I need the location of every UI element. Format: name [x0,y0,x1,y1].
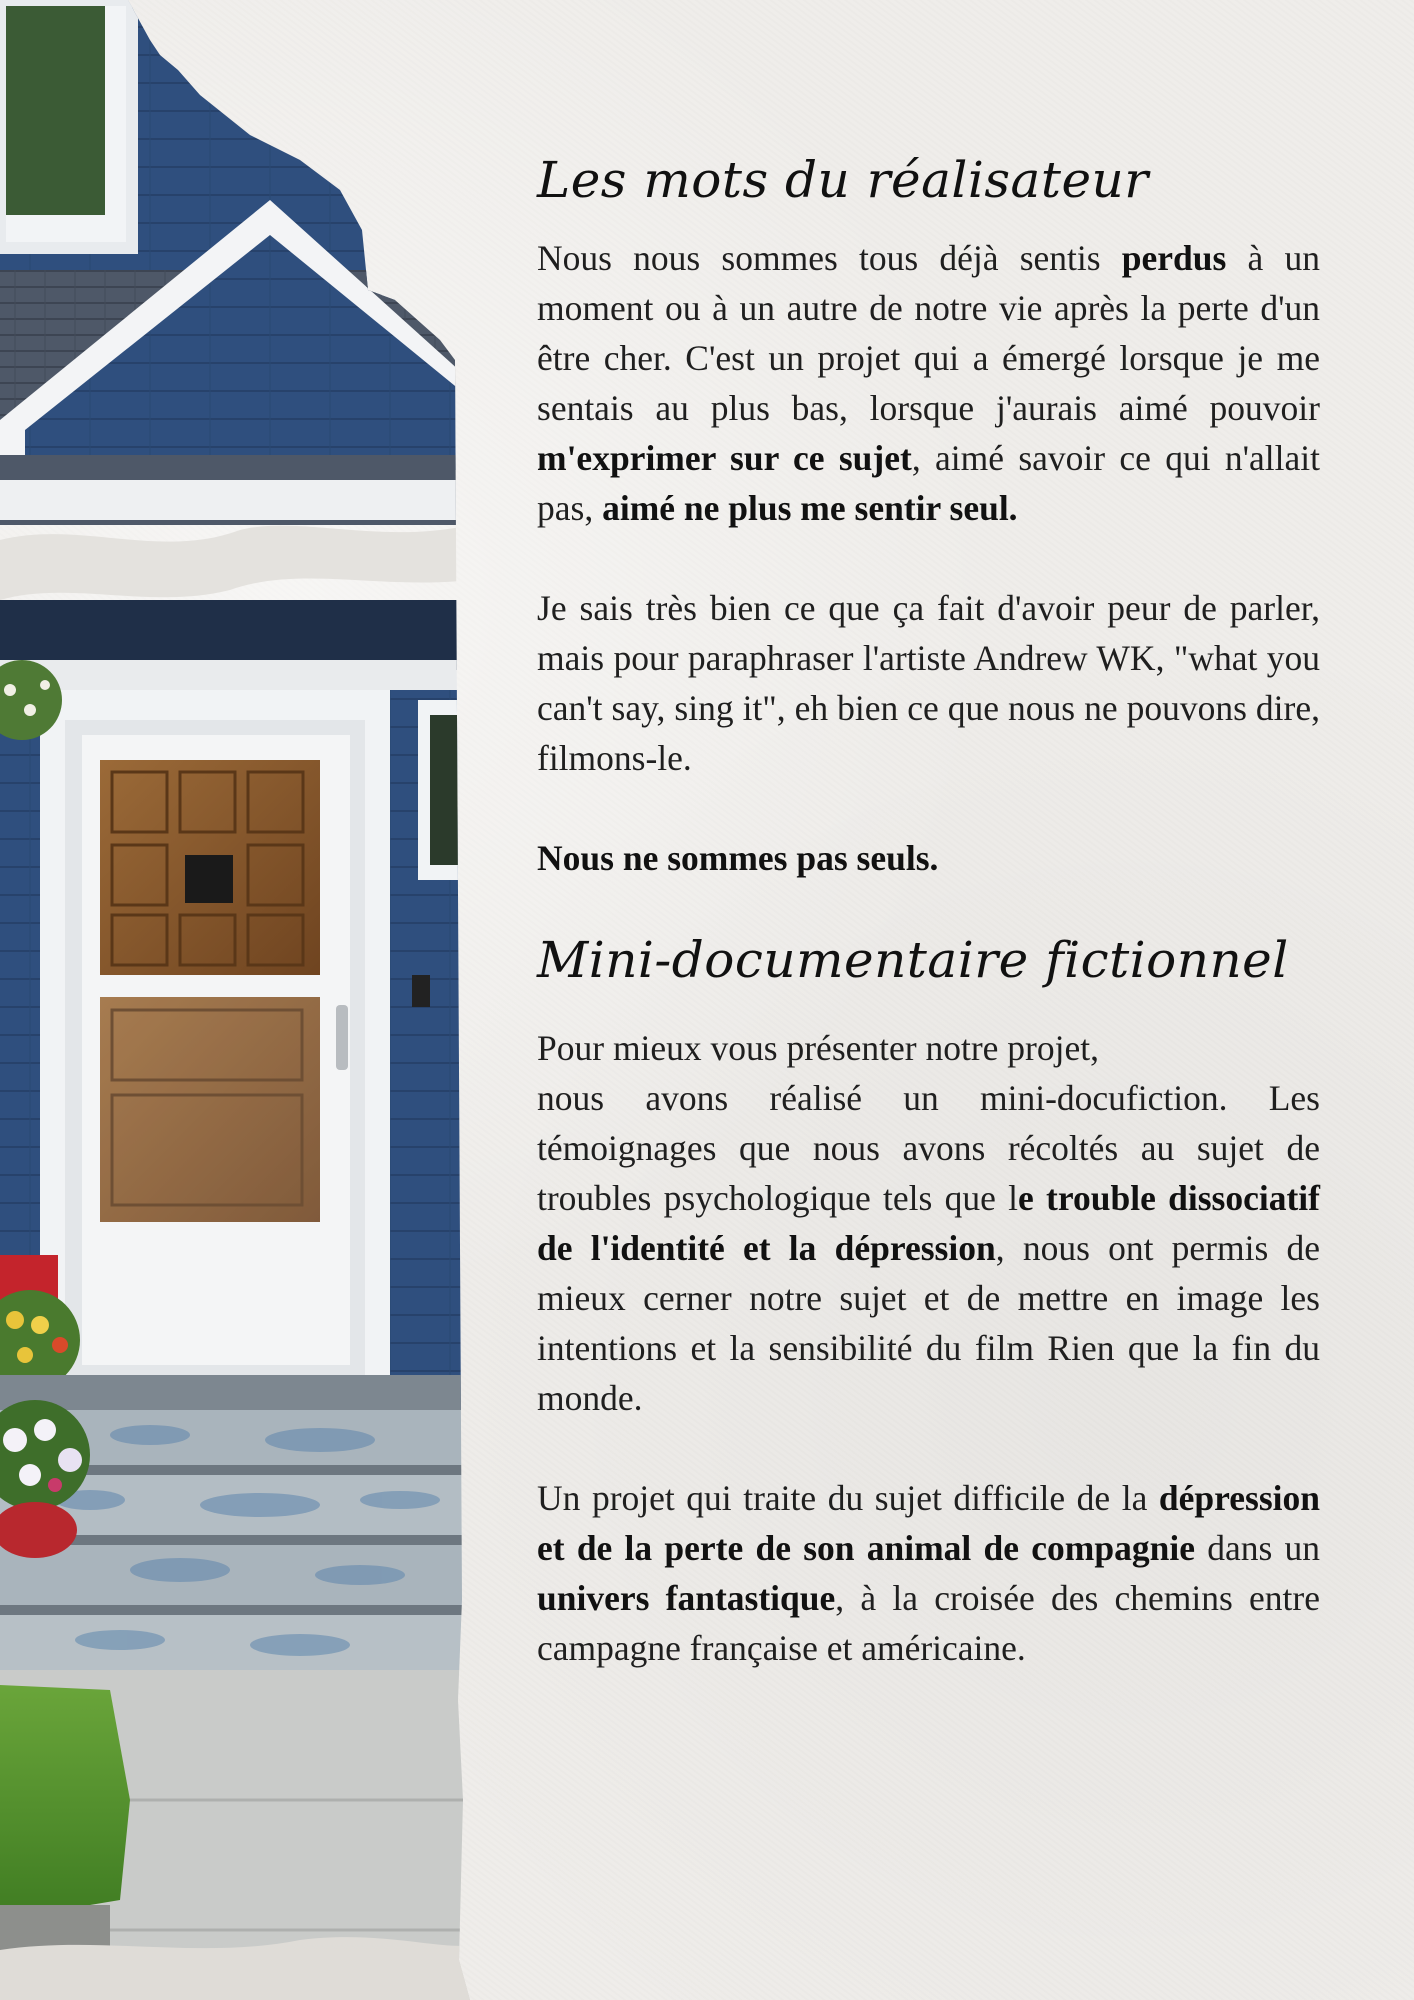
bold-run: Nous ne sommes pas seuls. [537,838,939,878]
director-paragraph-2: Je sais très bien ce que ça fait d'avoir peur de parler, mais pour paraphraser l'artiste Andrew WK, "what you can't say, sing it", eh bien ce que nous ne pouvons dire, filmons-le. [537,588,1320,778]
text-run: Un projet qui traite du sujet difficile de la [537,1478,1159,1518]
bold-run: perdus [1121,238,1227,278]
docu-paragraph-1 [537,1073,1320,1423]
bold-run: dépression et de la perte de son animal de compagnie [537,1478,1320,1568]
director-paragraph-1 [537,233,1320,533]
text-run: à un moment ou à un autre de notre vie après la perte d'un être cher. C'est un projet qui a émergé lorsque je me sentais au plus bas, lorsque j'aurais aimé pouvoir [537,238,1320,428]
bold-run: e trouble dissociatif de l'identité et la dépression [537,1178,1320,1268]
bold-run: aimé ne plus me sentir seul. [602,488,1018,528]
bold-run: m'exprimer sur ce sujet [537,438,912,478]
text-run: , aimé savoir ce qui n'allait pas, [537,438,1320,528]
text-run: Nous nous sommes tous déjà sentis [537,238,1122,278]
house-photo [0,0,470,2000]
bold-run: univers fantastique [537,1578,836,1618]
docu-paragraph-2 [537,1473,1320,1673]
house-photo-icon [0,0,470,2000]
docu-paragraph-1-line1: Pour mieux vous présenter notre projet, [537,1028,1099,1068]
director-paragraph-3 [537,833,1320,883]
section-title-director: Les mots du réalisateur [537,151,1149,209]
section-title-docu: Mini-documentaire fictionnel [537,931,1289,989]
text-run: dans un [1194,1528,1320,1568]
text-run: nous avons réalisé un mini-docufiction. Les témoignages que nous avons récoltés au sujet de troubles psychologique tels que l [537,1078,1320,1218]
text-column [537,145,1320,1673]
text-run: , nous ont permis de mieux cerner notre sujet et de mettre en image les intentions et la sensibilité du film Rien que la fin du monde. [537,1228,1320,1418]
text-run: , à la croisée des chemins entre campagne française et américaine. [537,1578,1320,1668]
